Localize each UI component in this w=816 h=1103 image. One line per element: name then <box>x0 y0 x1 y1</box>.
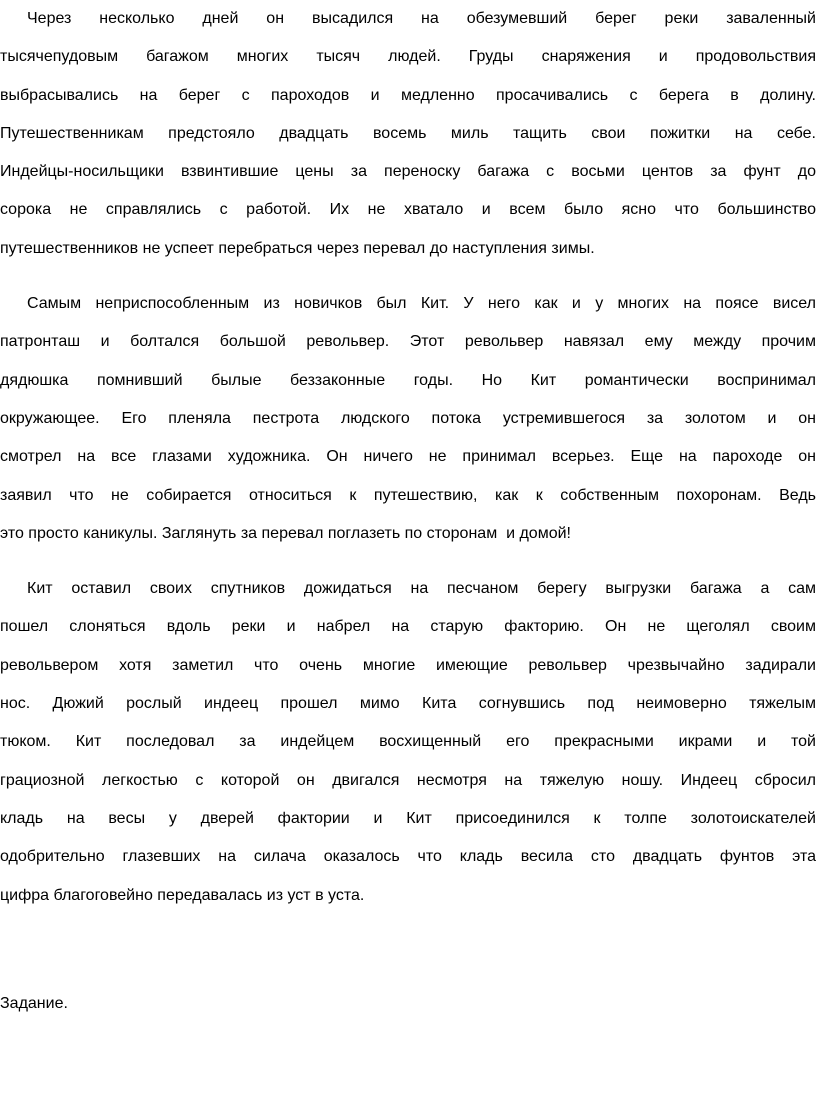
paragraph <box>0 570 816 915</box>
task-heading: Задание. <box>0 994 68 1012</box>
text-line: патронташ и болтался большой револьвер. Этот револьвер навязал ему между прочим <box>0 333 816 351</box>
text-line: это просто каникулы. Заглянуть за перевал поглазеть по сторонам и домой! <box>0 524 571 542</box>
paragraph <box>0 0 816 268</box>
text-line: путешественников не успеет перебраться через перевал до наступления зимы. <box>0 239 595 257</box>
text-line: окружающее. Его пленяла пестрота людского потока устремившегося за золотом и он <box>0 409 816 427</box>
text-line: тюком. Кит последовал за индейцем восхищенный его прекрасными икрами и той <box>0 733 816 751</box>
text-line: сорока не справлялись с работой. Их не хватало и всем было ясно что большинство <box>0 201 816 219</box>
text-line: Кит оставил своих спутников дожидаться на песчаном берегу выгрузки багажа а сам <box>27 580 816 598</box>
text-line: выбрасывались на берег с пароходов и медленно просачивались с берега в долину. <box>0 86 816 104</box>
text-line: дядюшка помнивший былые беззаконные годы. Но Кит романтически воспринимал <box>0 371 816 389</box>
text-line: заявил что не собирается относиться к путешествию, как к собственным похоронам. Ведь <box>0 486 816 504</box>
text-line: Индейцы-носильщики взвинтившие цены за переноску багажа с восьми центов за фунт до <box>0 163 816 181</box>
text-line: Через несколько дней он высадился на обезумевший берег реки заваленный <box>27 10 816 27</box>
paragraph <box>0 285 816 553</box>
text-line: грациозной легкостью с которой он двигался несмотря на тяжелую ношу. Индеец сбросил <box>0 771 816 789</box>
text-line: нос. Дюжий рослый индеец прошел мимо Кита согнувшись под неимоверно тяжелым <box>0 695 816 713</box>
text-line: тысячепудовым багажом многих тысяч людей. Груды снаряжения и продовольствия <box>0 48 816 66</box>
text-line: кладь на весы у дверей фактории и Кит присоединился к толпе золотоискателей <box>0 809 816 827</box>
text-line: Самым неприспособленным из новичков был Кит. У него как и у многих на поясе висел <box>27 295 816 313</box>
text-line: цифра благоговейно передавалась из уст в уста. <box>0 886 365 904</box>
text-line: одобрительно глазевших на силача оказалось что кладь весила сто двадцать фунтов эта <box>0 848 816 866</box>
text-line: смотрел на все глазами художника. Он ничего не принимал всерьез. Еще на пароходе он <box>0 448 816 466</box>
text-line: револьвером хотя заметил что очень многие имеющие револьвер чрезвычайно задирали <box>0 656 816 674</box>
text-line: пошел слоняться вдоль реки и набрел на старую факторию. Он не щеголял своим <box>0 618 816 636</box>
text-line: Путешественникам предстояло двадцать восемь миль тащить свои пожитки на себе. <box>0 124 816 142</box>
